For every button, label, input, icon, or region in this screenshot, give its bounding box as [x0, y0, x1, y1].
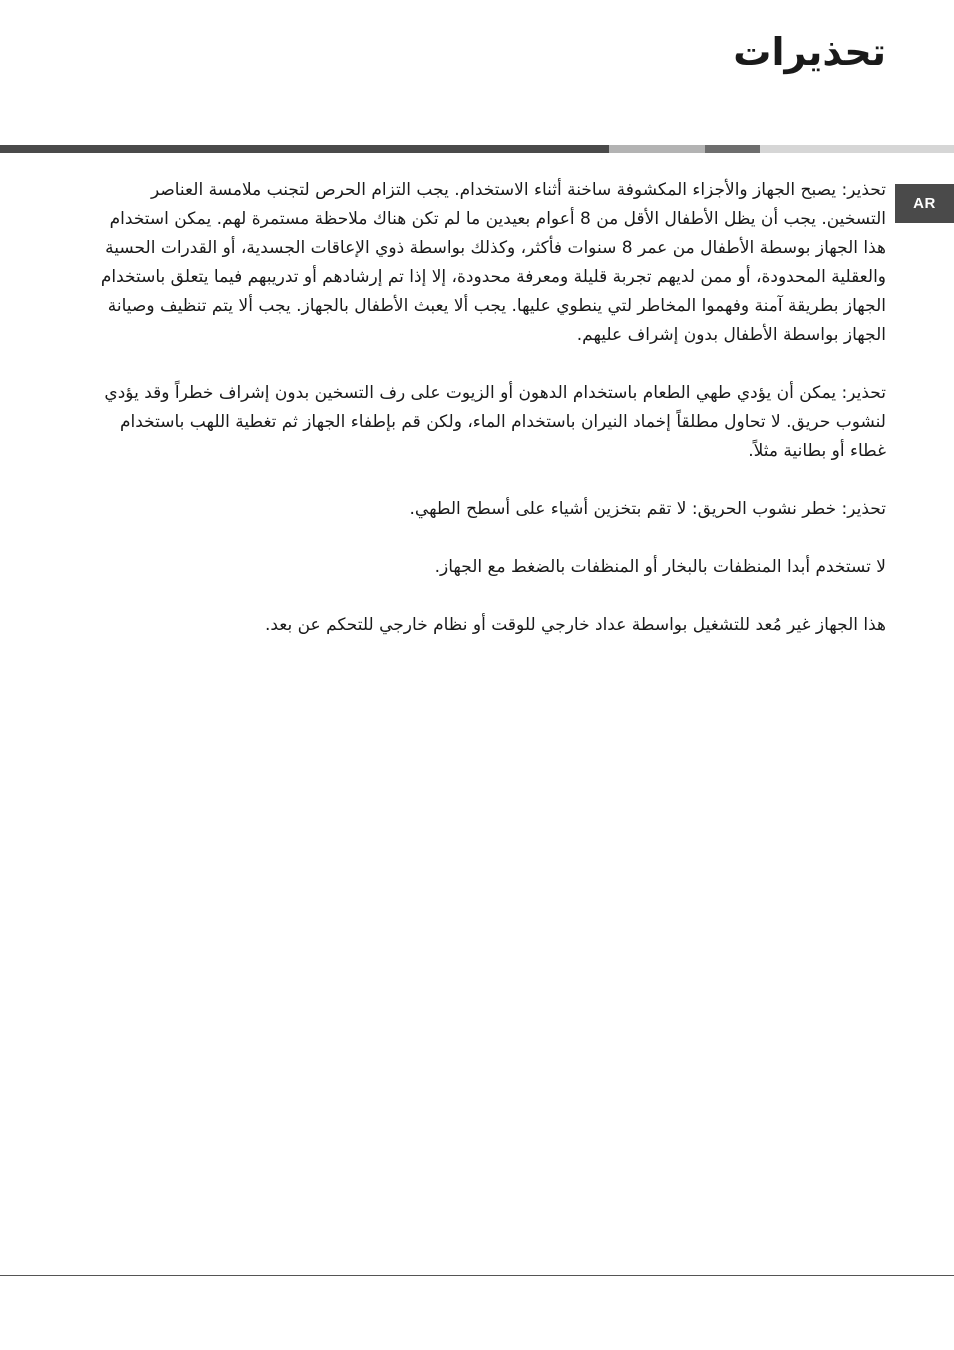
- page-title: تحذيرات: [733, 30, 886, 74]
- warnings-section: [86, 176, 886, 669]
- header-bar-segment-pale: [760, 145, 954, 153]
- header-bar-segment-light: [609, 145, 705, 153]
- warning-paragraph-steam-cleaners: لا تستخدم أبدا المنظفات بالبخار أو المنظفات بالضغط مع الجهاز.: [434, 557, 886, 577]
- header-divider-bar: [0, 145, 954, 153]
- warning-paragraph-fire-storage: تحذير: خطر نشوب الحريق: لا تقم بتخزين أشياء على أسطح الطهي.: [409, 499, 886, 519]
- warning-paragraph-children: تحذير: يصبح الجهاز والأجزاء المكشوفة ساخنة أثناء الاستخدام. يجب التزام الحرص لتجنب ملامسة العناصر التسخين. يجب أن يظل الأطفال الأقل من 8 أعوام بعيدين ما لم تكن هناك ملاحظة مستمرة لهم. يمكن استخدام هذا الجهاز بوسطة الأطفال من عمر 8 سنوات فأكثر، وكذلك بواسطة ذوي الإعاقات الجسدية، أو القدرات الحسية والعقلية المحدودة، أو ممن لديهم تجربة قليلة ومعرفة محدودة، إلا إذا تم إرشادهم أو تدريبهم فيما يتعلق باستخدام الجهاز بطريقة آمنة وفهموا المخاطر لتي ينطوي عليها. يجب ألا يعبث الأطفال بالجهاز. يجب ألا يتم تنظيف وصيانة الجهاز بواسطة الأطفال بدون إشراف عليهم.: [100, 180, 886, 345]
- warning-paragraph-external-timer: هذا الجهاز غير مُعد للتشغيل بواسطة عداد خارجي للوقت أو نظام خارجي للتحكم عن بعد.: [264, 615, 886, 635]
- language-tab: AR: [895, 184, 954, 223]
- footer-divider-line: [0, 1275, 954, 1276]
- header-bar-segment-mid: [705, 145, 760, 153]
- header-bar-segment-dark: [0, 145, 609, 153]
- warning-paragraph-fat-oil-fire: تحذير: يمكن أن يؤدي طهي الطعام باستخدام الدهون أو الزيوت على رف التسخين بدون إشراف خطراً وقد يؤدي لنشوب حريق. لا تحاول مطلقاً إخماد النيران باستخدام الماء، ولكن قم بإطفاء الجهاز ثم تغطية اللهب باستخدام غطاء أو بطانية مثلاً.: [104, 383, 886, 461]
